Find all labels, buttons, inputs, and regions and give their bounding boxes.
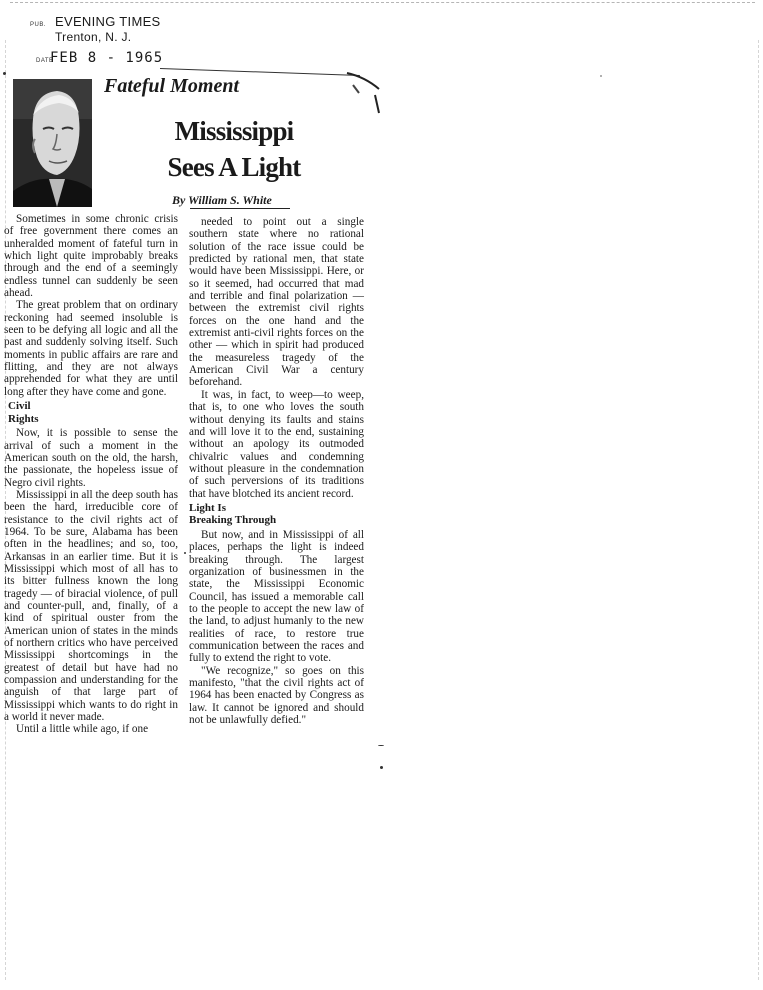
byline-author: William S. White <box>188 193 272 207</box>
byline-prefix: By <box>172 193 186 207</box>
subhead-line: Rights <box>8 412 39 425</box>
publication-name: EVENING TIMES <box>55 14 161 29</box>
article-kicker: Fateful Moment <box>104 75 240 97</box>
subhead-light-is-breaking-through <box>189 502 364 527</box>
subhead-line: Civil <box>8 400 31 413</box>
date-label: DATE <box>36 58 54 64</box>
scan-speck <box>3 72 6 75</box>
paragraph: Mississippi in all the deep south has been the hard, irreducible core of resistance to the civil rights act of 1964. To be sure, Alabama has been often in the headlines; and so, too, Arkansas in an earlier time. But it is Mississippi which most of all has to its bitter fullness known the long tragedy — of biracial violence, of pull and counter-pull, and, finally, of a kind of spiritual ouster from the American union of states in the minds of northern critics who have perceived Mississippi shortcomings in the greatest of detail but have had no compassion and understanding for the anguish of that large part of Mississippi which wants to do right in a world it never made. <box>4 488 178 724</box>
scan-speck <box>380 766 383 769</box>
headline-line-2: Sees A Light <box>167 152 301 182</box>
scan-speck <box>378 745 384 746</box>
headline-line-1: Mississippi <box>174 116 294 146</box>
date-stamp: FEB 8 - 1965 <box>50 50 164 66</box>
paragraph: Now, it is possible to sense the arrival of such a moment in the American south on the old, the harsh, the passionate, the hopeless issue of Negro civil rights. <box>4 427 178 489</box>
paragraph: Until a little while ago, if one <box>16 723 149 736</box>
paragraph: Sometimes in some chronic crisis of free government there comes an unheralded moment of fateful turn in which light quite improbably breaks through and the end of a seemingly endless tunnel can suddenly be seen ahead. <box>4 213 178 300</box>
subhead-line: Breaking Through <box>189 514 277 527</box>
paragraph: "We recognize," so goes on this manifesto, "that the civil rights act of 1964 has been enacted by Congress as law. It cannot be ignored and should not be unlawfully defied." <box>189 664 364 727</box>
subhead-civil-rights <box>8 400 178 425</box>
scan-speck <box>600 75 602 77</box>
article-headline <box>150 113 318 185</box>
clipping-border-top <box>10 2 755 3</box>
byline <box>172 193 272 208</box>
scan-speck <box>184 552 186 554</box>
subhead-line: Light Is <box>189 501 226 514</box>
clipping-border-right <box>758 40 759 980</box>
paragraph: But now, and in Mississippi of all places, perhaps the light is indeed breaking through. The largest organization of businessmen in the state, the Mississippi Economic Council, has issued a memorable call to the people to accept the new law of the land, to adjust humanly to the new realities of race, to restore true communication between the races and fully to extend the right to vote. <box>189 528 364 665</box>
byline-underline <box>190 208 290 209</box>
pub-label: PUB. <box>30 22 47 28</box>
paragraph: needed to point out a single southern state where no rational solution of the race issue could be predicted by rational men, that state would have been Mississippi. Here, or so it seemed, had occurred that mad and terrible and final polarization — between the extremist civil rights forces on the one hand and the extremist anti-civil rights forces on the other — which in spirit had produced the measureless tragedy of the American Civil War a century beforehand. <box>189 216 364 389</box>
article-column-right <box>189 216 364 726</box>
portrait-image <box>13 79 92 207</box>
author-photo <box>13 79 92 207</box>
pen-mark-icon <box>345 67 385 127</box>
article-column-left <box>4 213 178 736</box>
paragraph: The great problem that on ordinary reckoning had seemed insoluble is seen to be defying all logic and all the past and suddenly solving itself. Such moments in public affairs are rare and flitting, and they are not always apprehended for what they are until long after they have come and gone. <box>4 299 178 398</box>
publication-city: Trenton, N. J. <box>55 30 132 44</box>
paragraph: It was, in fact, to weep—to weep, that is, to one who loves the south without denying its faults and stains and will love it to the end, sustaining without an apology its outmoded chivalric values and condemning without pleasure in the condemnation of such perversions of its traditions that have blotched its ancient record. <box>189 388 364 500</box>
